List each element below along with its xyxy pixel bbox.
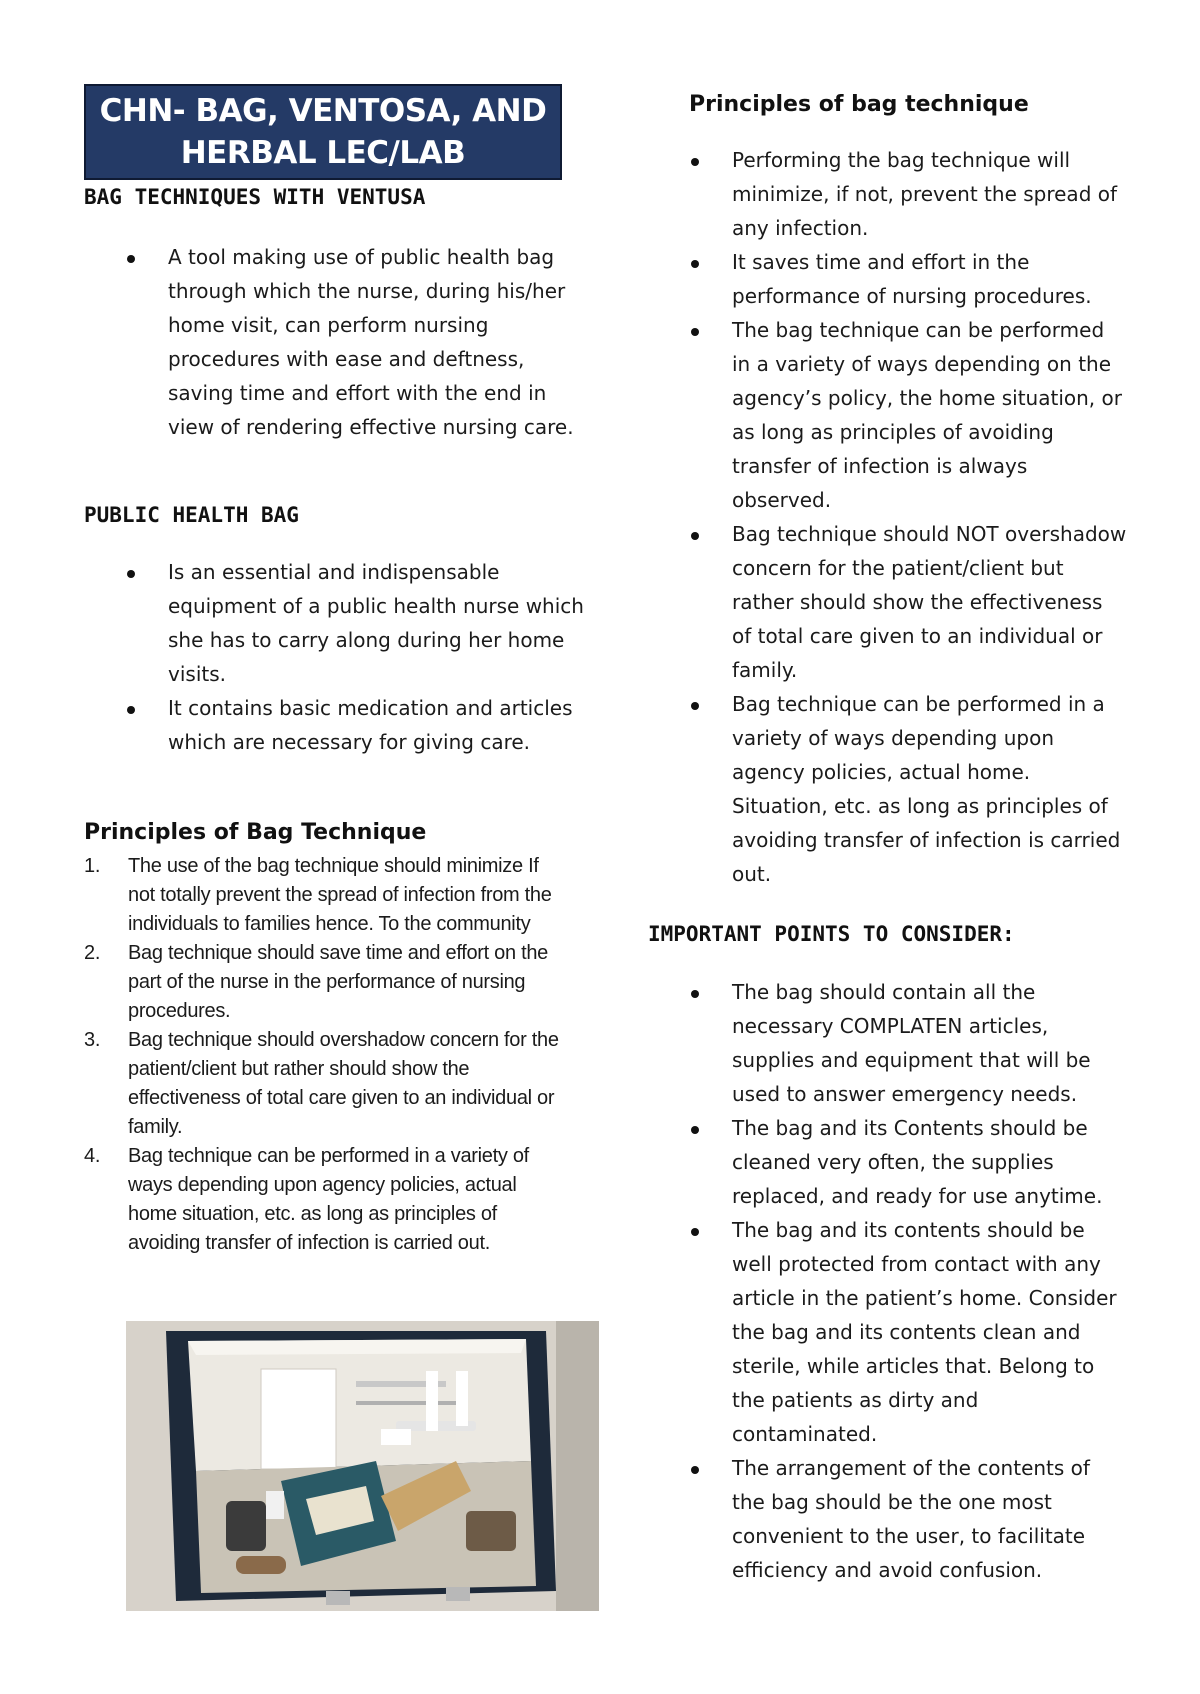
bullet-dot-icon bbox=[691, 260, 699, 268]
list-item: Is an essential and indispensable equipment of a public health nurse which she has to carry along during her home visits. bbox=[84, 555, 584, 691]
bullet-dot-icon bbox=[691, 1228, 699, 1236]
heading-principles-of-bag-technique: Principles of bag technique bbox=[689, 92, 1029, 117]
list-item: Bag technique should NOT overshadow concern for the patient/client but rather should show the effectiveness of total care given to an individual or family. bbox=[648, 517, 1128, 687]
bullet-dot-icon bbox=[127, 255, 135, 263]
list-item: It saves time and effort in the performance of nursing procedures. bbox=[648, 245, 1128, 313]
heading-principles-bag-technique: Principles of Bag Technique bbox=[84, 820, 427, 845]
title-line-1: CHN- BAG, VENTOSA, AND bbox=[99, 93, 547, 129]
bullet-dot-icon bbox=[691, 328, 699, 336]
page-title bbox=[84, 84, 562, 180]
public-health-bag-list bbox=[84, 555, 584, 759]
list-item: Performing the bag technique will minimize, if not, prevent the spread of any infection. bbox=[648, 143, 1128, 245]
list-item: The bag and its Contents should be cleaned very often, the supplies replaced, and ready for use anytime. bbox=[648, 1111, 1128, 1213]
bullet-dot-icon bbox=[127, 570, 135, 578]
title-line-2: HERBAL LEC/LAB bbox=[180, 135, 466, 171]
bullet-dot-icon bbox=[127, 706, 135, 714]
list-item: The bag technique can be performed in a variety of ways depending on the agency’s policy, the home situation, or as long as principles of avoiding transfer of infection is always observed. bbox=[648, 313, 1128, 517]
list-item: It contains basic medication and articles which are necessary for giving care. bbox=[84, 691, 584, 759]
bag-techniques-list bbox=[84, 240, 584, 444]
bullet-dot-icon bbox=[691, 1126, 699, 1134]
heading-important-points: IMPORTANT POINTS TO CONSIDER: bbox=[648, 922, 1015, 946]
list-item: The arrangement of the contents of the bag should be the one most convenient to the user, to facilitate efficiency and avoid confusion. bbox=[648, 1451, 1128, 1587]
list-item: 1. The use of the bag technique should minimize If not totally prevent the spread of infection from the individuals to families hence. To the community bbox=[84, 855, 552, 935]
bullet-dot-icon bbox=[691, 158, 699, 166]
list-item: The bag and its contents should be well protected from contact with any article in the patient’s home. Consider the bag and its contents clean and sterile, while articles that. Belong to the patients as dirty and contaminated. bbox=[648, 1213, 1128, 1451]
bullet-dot-icon bbox=[691, 532, 699, 540]
bullet-dot-icon bbox=[691, 702, 699, 710]
list-item: 3. Bag technique should overshadow concern for the patient/client but rather should show the effectiveness of total care given to an individual or family. bbox=[84, 1029, 559, 1138]
important-points-list bbox=[648, 975, 1128, 1587]
principles-numbered-list bbox=[84, 852, 564, 1258]
bullet-dot-icon bbox=[691, 990, 699, 998]
list-item: 2. Bag technique should save time and effort on the part of the nurse in the performance of nursing procedures. bbox=[84, 942, 548, 1022]
list-item: 4. Bag technique can be performed in a variety of ways depending upon agency policies, actual home situation, etc. as long as principles of avoiding transfer of infection is carried out. bbox=[84, 1145, 529, 1254]
bullet-dot-icon bbox=[691, 1466, 699, 1474]
list-item: A tool making use of public health bag through which the nurse, during his/her home visit, can perform nursing procedures with ease and deftness, saving time and effort with the end in view of rendering effective nursing care. bbox=[84, 240, 584, 444]
list-item: The bag should contain all the necessary COMPLATEN articles, supplies and equipment that will be used to answer emergency needs. bbox=[648, 975, 1128, 1111]
medical-bag-photo-icon bbox=[126, 1321, 599, 1611]
public-health-bag-photo bbox=[126, 1321, 599, 1611]
heading-bag-techniques: BAG TECHNIQUES WITH VENTUSA bbox=[84, 185, 426, 209]
list-item: Bag technique can be performed in a variety of ways depending upon agency policies, actual home. Situation, etc. as long as principles of avoiding transfer of infection is carried out. bbox=[648, 687, 1128, 891]
heading-public-health-bag: PUBLIC HEALTH BAG bbox=[84, 503, 299, 527]
principles-bullet-list bbox=[648, 143, 1128, 891]
